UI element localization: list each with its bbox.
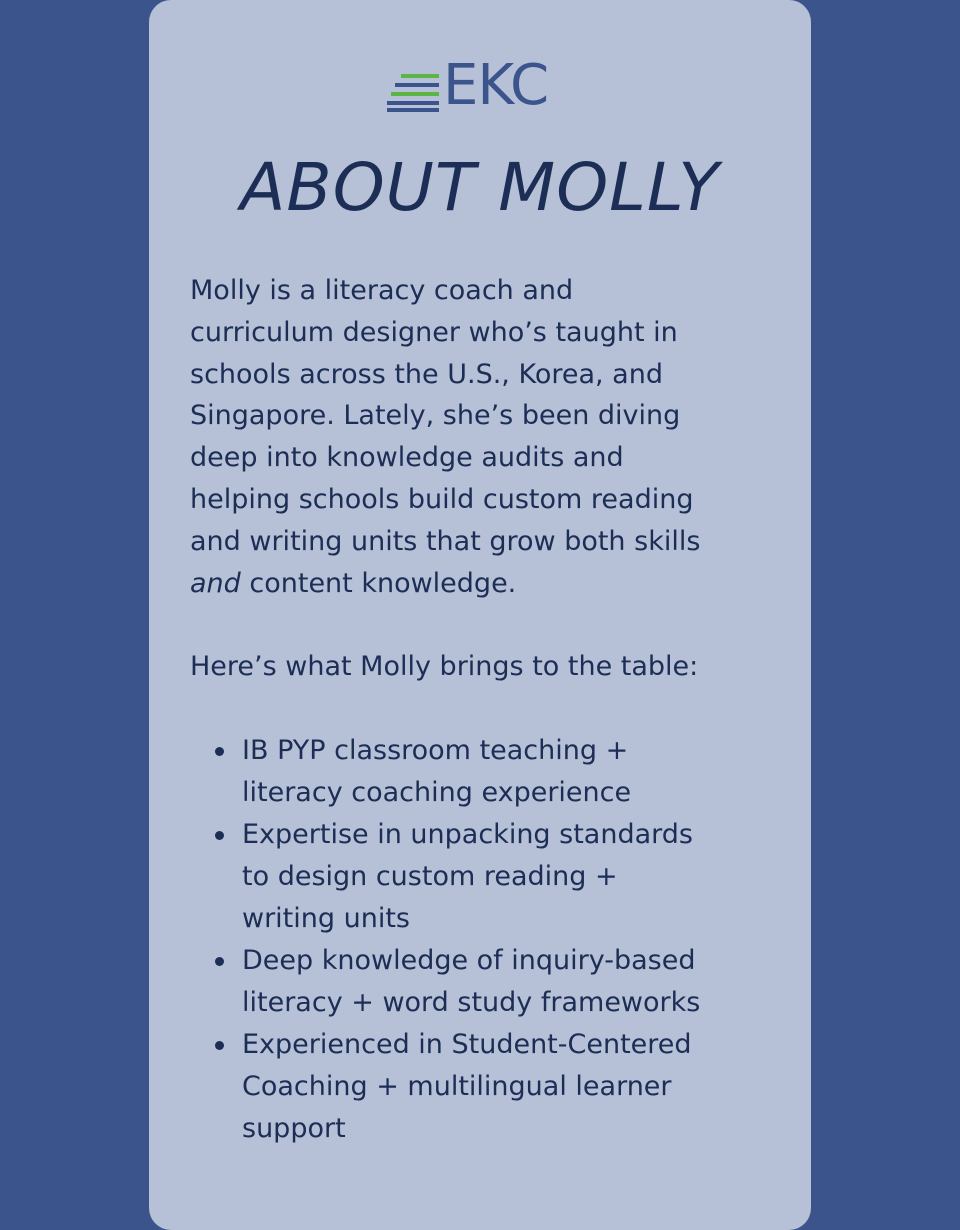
bio-line: and writing units that grow both skills	[190, 525, 701, 557]
list-item-line: Deep knowledge of inquiry-based	[242, 945, 696, 976]
ekc-logo	[387, 53, 572, 118]
bio-paragraph	[190, 270, 790, 604]
logo-wordmark: EKC	[443, 53, 549, 118]
list-item	[190, 940, 790, 1024]
qualifications-list	[190, 730, 790, 1150]
bullet-dot-icon	[215, 747, 224, 756]
bio-line: Singapore. Lately, she’s been diving	[190, 400, 681, 432]
bio-line: deep into knowledge audits and	[190, 442, 624, 474]
list-item-line: Expertise in unpacking standards	[242, 819, 693, 850]
logo-bar-green	[401, 74, 439, 78]
list-item-line: support	[242, 1113, 346, 1144]
logo-bar-navy	[387, 108, 439, 112]
list-item	[190, 730, 790, 814]
bio-line: helping schools build custom reading	[190, 483, 694, 515]
list-item-line: literacy coaching experience	[242, 777, 632, 808]
logo-bar-green	[391, 92, 439, 96]
bio-line-rest: content knowledge.	[240, 567, 517, 599]
bullet-dot-icon	[215, 1041, 224, 1050]
bio-line: schools across the U.S., Korea, and	[190, 358, 663, 390]
page-title: ABOUT MOLLY	[240, 149, 720, 226]
list-item-line: writing units	[242, 903, 410, 934]
logo-bar-navy	[395, 83, 439, 87]
list-item-line: Coaching + multilingual learner	[242, 1071, 672, 1102]
bio-line-last	[190, 563, 790, 605]
bio-emphasis: and	[190, 567, 241, 599]
list-item	[190, 1024, 790, 1150]
list-intro: Here’s what Molly brings to the table:	[190, 651, 699, 682]
list-item-line: Experienced in Student-Centered	[242, 1029, 692, 1060]
list-item-line: to design custom reading +	[242, 861, 618, 892]
list-item	[190, 814, 790, 940]
bullet-dot-icon	[215, 957, 224, 966]
list-item-line: literacy + word study frameworks	[242, 987, 701, 1018]
bullet-dot-icon	[215, 831, 224, 840]
bio-line: Molly is a literacy coach and	[190, 275, 574, 306]
list-item-line: IB PYP classroom teaching +	[242, 735, 629, 766]
logo-bar-navy	[387, 101, 439, 105]
bio-line: curriculum designer who’s taught in	[190, 316, 678, 348]
